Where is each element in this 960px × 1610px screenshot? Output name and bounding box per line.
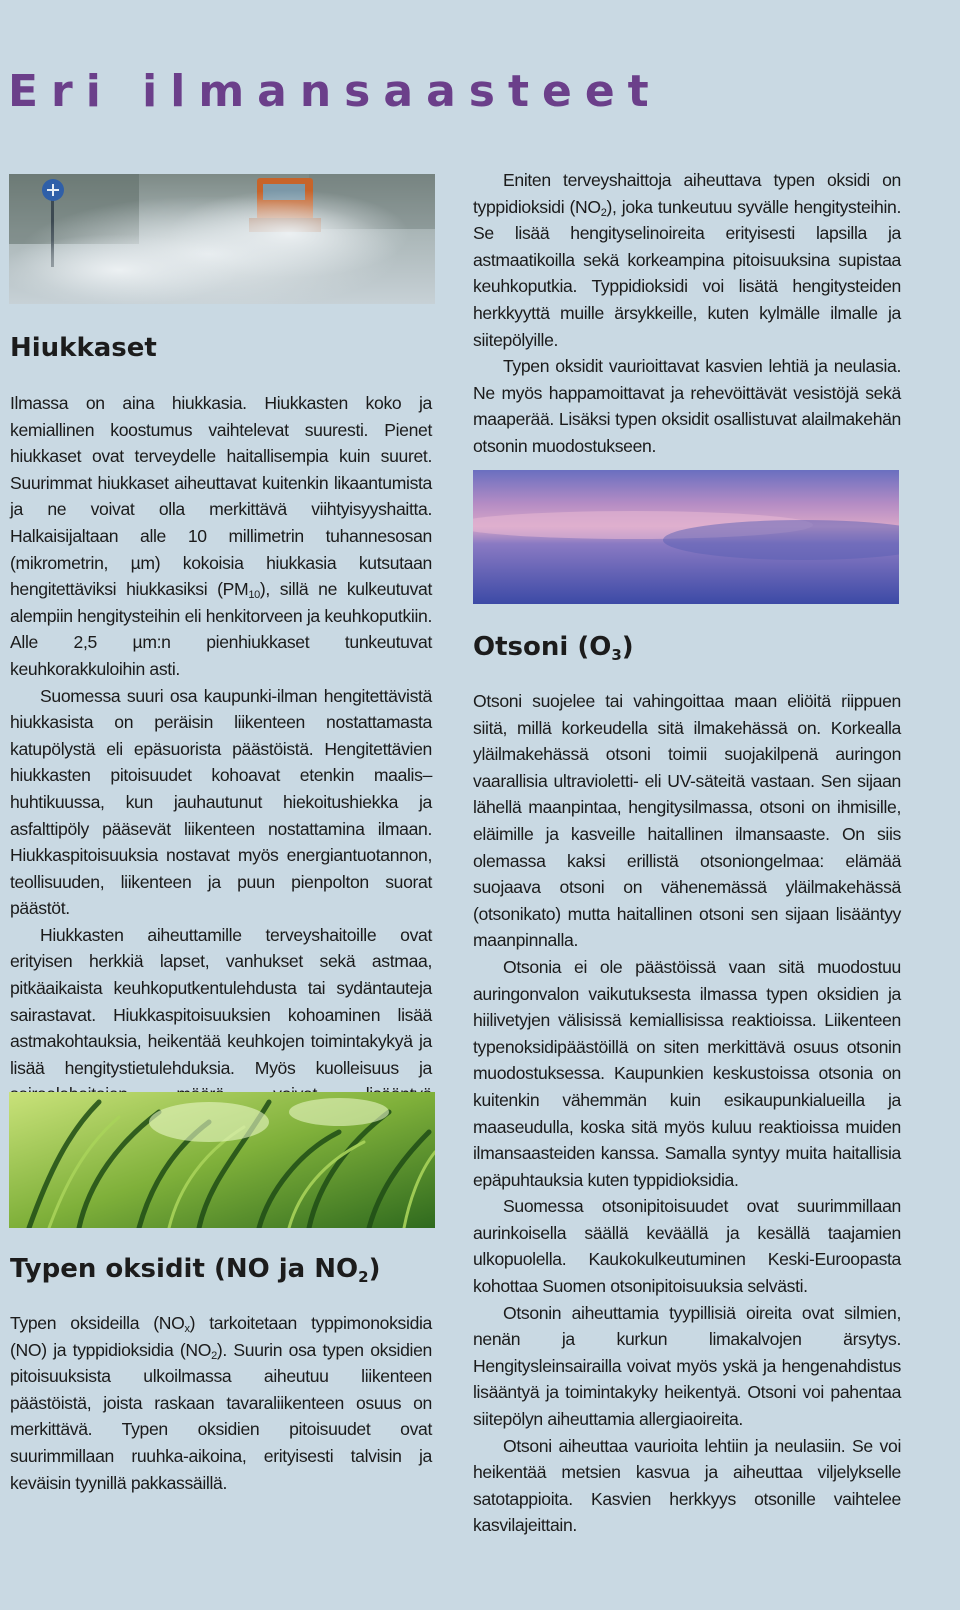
typen-heading: Typen oksidit (NO ja $NO_2$) <box>10 1254 381 1286</box>
hiukkaset-heading: Hiukkaset <box>10 333 157 363</box>
otsoni-text <box>473 688 901 1539</box>
typen-text-left: Typen oksideilla $(NO_x)$ tarkoitetaan typpimonoksidia (NO) ja typpidioksidia $(NO_2)$. Suurin osa typen oksidien pitoisuuksista ulkoilmassa aiheutuu liikenteen päästöistä, joista raskaan tavaraliikenteen osuus on merkittävä. Typen oksidien pitoisuudet ovat suurimmillaan ruuhka-aikoina, erityisesti talvisin ja keväisin tyynillä pakkassäillä. <box>10 1313 432 1493</box>
otsoni-heading: Otsoni $(O_3)$ <box>473 632 634 664</box>
otsoni-paragraph-5: Otsoni aiheuttaa vaurioita lehtiin ja neulasiin. Se voi heikentää metsien kasvua ja aiheuttaa viljelykselle satotappioita. Kasvien herkkyys otsonille vaihtelee kasvilajeittain. <box>473 1435 901 1536</box>
hiukkaset-paragraph-2: Suomessa suuri osa kaupunki-ilman hengitettävistä hiukkasista on peräisin liikenteen nostattamasta katupölystä eli epäsuorista päästöistä. Hengitettävien hiukkasten pitoisuudet kohoavat etenkin maalis–huhtikuussa, kun jauhautunut hiekoitushiekka ja asfalttipöly pääsevät liikenteen nostattamina ilmaan. Hiukkaspitoisuuksia nostavat myös energiantuotannon, teollisuuden, liikenteen ja puun pienpolton suorat päästöt. <box>10 685 432 919</box>
grass-photo <box>9 1092 435 1228</box>
otsoni-paragraph-4: Otsonin aiheuttamia tyypillisiä oireita ovat silmien, nenän ja kurkun limakalvojen ärsytys. Hengitysleinsairailla voivat myös yskä ja hengenahdistus lisääntyä ja toimintakyky heikentyä. Otsoni voi pahentaa siitepölyn aiheuttamia allergiaoireita. <box>473 1302 901 1430</box>
otsoni-paragraph-3: Suomessa otsonipitoisuudet ovat suurimmillaan aurinkoisella säällä keväällä ja kesällä taajamien ulkopuolella. Kaukokulkeutuminen Keski-Euroopasta kohottaa Suomen otsonipitoisuuksia selvästi. <box>473 1196 901 1297</box>
otsoni-paragraph-2: Otsonia ei ole päästöissä vaan sitä muodostuu auringonvalon vaikutuksesta ilmassa typen oksidien ja hiilivetyjen välisissä kemiallisissa reaktioissa. Liikenteen typenoksidipäästöillä on siten merkittävä osuus otsonin muodostuksessa. Kaupunkien keskustoissa otsonia on kuitenkin vähemmän kuin esikaupunkialueilla ja maaseudulla, koska sitä myös kuluu reaktioissa muiden ilmansaasteiden kanssa. Samalla syntyy muita haitallisia epäpuhtauksia kuten typpidioksidia. <box>473 956 901 1190</box>
hiukkaset-paragraph-1: Ilmassa on aina hiukkasia. Hiukkasten koko ja kemiallinen koostumus vaihtelevat suuresti. Pienet hiukkaset ovat terveydelle haitallisempia kuin suuret. Suurimmat hiukkaset aiheuttavat kuitenkin likaantumista ja ne voivat olla merkittävä viihtyisyyshaitta. Halkaisijaltaan alle 10 millimetrin tuhannesosan (mikrometrin, µm) kokoisia hiukkasia kutsutaan hengitettäviksi hiukkasiksi <box>10 393 432 600</box>
typen-text-right: Eniten terveyshaittoja aiheuttava typen oksidi on typpidioksidi $(NO_2)$, joka tunkeutuu syvälle hengitysteihin. Se lisää hengityselinoireita erityisesti lapsilla ja astmaatikoilla sekä korkeampina pitoisuuksina supistaa keuhkoputkia. Typpidioksidi voi lisätä hengitysteiden herkkyyttä muille ärsykkeille, kuten kylmälle ilmalle ja siitepölyille. Typen oksidit vaurioittavat kasvien lehtiä ja neulasia. Ne myös happamoittavat ja rehevöittävät vesistöjä sekä maaperää. Lisäksi typen oksidit osallistuvat alailmakehän otsonin muodostukseen. <box>473 167 901 460</box>
hiukkaset-text: Ilmassa on aina hiukkasia. Hiukkasten koko ja kemiallinen koostumus vaihtelevat suuresti. Pienet hiukkaset ovat terveydelle haitallisempia kuin suuret. Suurimmat hiukkaset aiheuttavat kuitenkin likaantumista ja ne voivat olla merkittävä viihtyisyyshaitta. Halkaisijaltaan alle 10 millimetrin tuhannesosan (mikrometrin, µm) kokoisia hiukkasia kutsutaan hengitettäviksi hiukkasiksi $(PM_{10})$, sillä ne kulkeutuvat alempiin hengitysteihin eli henkitorveen ja keuhkoputkiin. Alle 2,5 µm:n pienhiukkaset tunkeutuvat keuhkorakkuloihin asti. Suomessa suuri osa kaupunki-ilman hengitettävistä hiukkasista on peräisin liikenteen nostattamasta katupölystä eli epäsuorista päästöistä. Hengitettävien hiukkasten pitoisuudet kohoavat etenkin maalis–huhtikuussa, kun jauhautunut hiekoitushiekka ja asfalttipöly pääsevät liikenteen nostattamina ilmaan. Hiukkaspitoisuuksia nostavat myös energiantuotannon, teollisuuden, liikenteen ja puun pienpolton suorat päästöt. Hiukkasten aiheuttamille terveyshaitoille ovat erityisen herkkiä lapset, vanhukset sekä astmaa, pitkäaikaista keuhkoputkentulehdusta tai sydäntauteja sairastavat. Hiukkaspitoisuuksien kohoaminen lisää astmakohtauksia, heikentää keuhkojen toimintakykyä ja lisää hengitystietulehduksia. Myös kuolleisuus ja <box>10 390 432 1135</box>
sky-photo <box>473 470 899 604</box>
otsoni-paragraph-1: Otsoni suojelee tai vahingoittaa maan eliöitä riippuen siitä, millä korkeudella sitä ilmakehässä on. Korkealla yläilmakehässä otsoni toimii suojakilpenä auringon vaarallisia ultravioletti- eli UV-säteitä vastaan. Sen sijaan lähellä maanpintaa, hengitysilmassa, otsoni on ihmisille, eläimille ja kasveille haitallinen ilmansaaste. On siis olemassa kaksi erillistä otsoniongelmaa: elämää suojaava otsoni on vähenemässä yläilmakehässä (otsonikato) mutta haitallinen otsoni sen sijaan lisääntyy maanpinnalla. <box>473 691 901 951</box>
spray-truck-photo <box>9 174 435 304</box>
page-title: Eri ilmansaasteet <box>8 66 662 117</box>
hiukkaset-paragraph-3: Hiukkasten aiheuttamille terveyshaitoille ovat erityisen herkkiä lapset, vanhukset sekä astmaa, pitkäaikaista keuhkoputkentulehdusta tai sydäntauteja sairastavat. Hiukkaspitoisuuksien kohoaminen lisää astmakohtauksia, heikentää keuhkojen toimintakykyä ja lisää hengitystietulehduksia. Myös kuolleisuus ja <box>10 924 432 1078</box>
typen-paragraph-3: Typen oksidit vaurioittavat kasvien lehtiä ja neulasia. Ne myös happamoittavat ja rehevöittävät vesistöjä sekä maaperää. Lisäksi typen oksidit osallistuvat alailmakehän otsonin muodostukseen. <box>473 356 901 456</box>
